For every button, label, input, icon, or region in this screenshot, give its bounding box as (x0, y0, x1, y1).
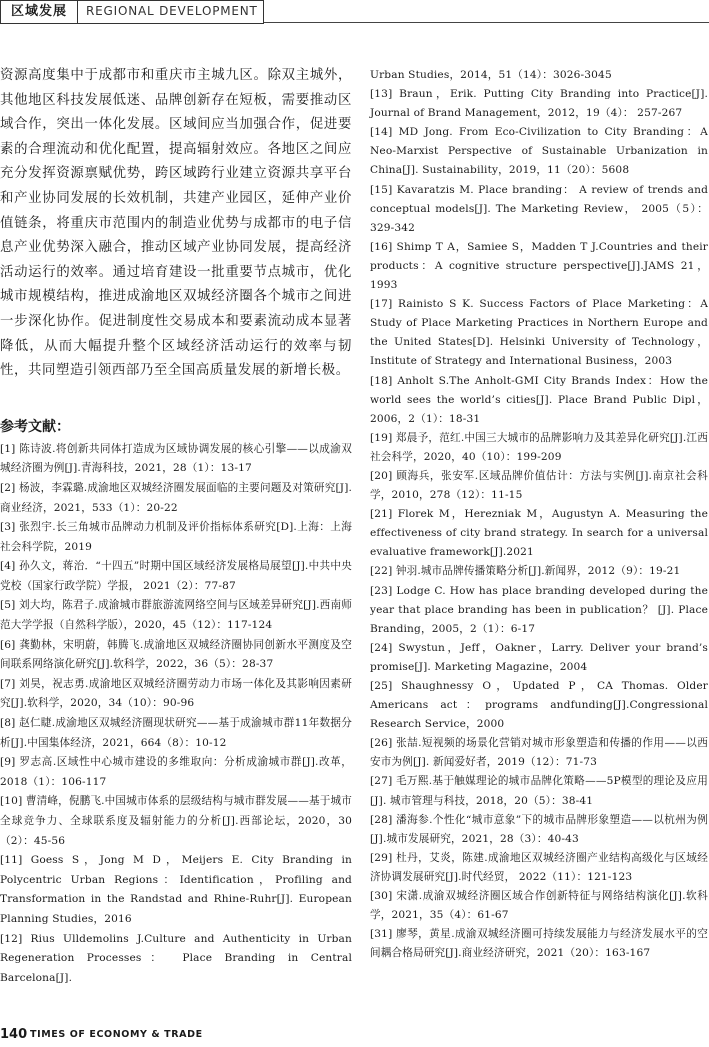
reference-item: [28] 潘海参.个性化“城市意象”下的城市品牌形象塑造——以杭州为例[J].城市发展研究，2021，28（3）：40-43 (370, 813, 708, 845)
reference-item: [22] 钟羽.城市品牌传播策略分析[J].新闻界，2012（9）：19-21 (370, 565, 681, 578)
reference-item: [25] Shaughnessy O，Updated P，CA Thomas. Older Americans act：programs andfunding[J].Congressional Research Service，2000 (370, 680, 708, 731)
references-heading: 参考文献： (0, 418, 70, 435)
references-list-left (0, 440, 352, 989)
header-rule (264, 22, 709, 23)
reference-item: [18] Anholt S.The Anholt-GMI City Brands Index：How the world sees the world’s cities[J]. Place Brand Public Dipl，2006，2（1）：18-31 (370, 374, 708, 425)
references-list-right (370, 66, 708, 963)
page-number: 140 (0, 1027, 28, 1042)
body-paragraph: 资源高度集中于成都市和重庆市主城九区。除双主城外，其他地区科技发展低迷、品牌创新存在短板，需要推动区域合作，突出一体化发展。区域间应当加强合作，促进要素的合理流动和优化配置，提高辐射效应。各地区之间应充分发挥资源禀赋优势，跨区域跨行业建立资源共享平台和产业协同发展的长效机制，共建产业园区，延伸产业价值链条，将重庆市范围内的制造业优势与成都市的电子信息产业优势深入融合，推动区域产业协同发展，提高经济活动运行的效率。通过培育建设一批重要节点城市，优化城市规模结构，推进成渝地区双城经济圈各个城市之间进一步深化协作。促进制度性交易成本和要素流动成本显著降低，从而大幅提升整个区域经济活动运行的效率与韧性，共同塑造引领西部乃至全国高质量发展的新增长极。 (0, 68, 352, 379)
reference-item: [13] Braun，Erik. Putting City Branding into Practice[J]. Journal of Brand Management，2012，19（4）： 257-267 (370, 88, 708, 120)
reference-item: [17] Rainisto S K. Success Factors of Place Marketing：A Study of Place Marketing Practices in Northern Europe and the United States[D]. Helsinki University of Technology，Institute of Strategy and International Business，2003 (370, 298, 708, 368)
section-title-cn: 区域发展 (0, 0, 78, 24)
reference-item: [8] 赵仁睫.成渝地区双城经济圈现状研究——基于成渝城市群11年数据分析[J].中国集体经济，2021，664（8）：10-12 (0, 717, 352, 749)
reference-item: [16] Shimp T A，Samiee S，Madden T J.Countries and their products：A cognitive structure perspective[J].JAMS 21，1993 (370, 240, 708, 292)
reference-item: [21] Florek M，Herezniak M，Augustyn A. Measuring the effectiveness of city brand strategy. In search for a universal evaluative framework[J].2021 (370, 508, 708, 559)
reference-item: [4] 孙久文，蒋治．“十四五”时期中国区域经济发展格局展望[J].中共中央党校（国家行政学院）学报， 2021（2）：77-87 (0, 560, 352, 592)
reference-item: [6] 龚勤林，宋明蔚，韩腾飞.成渝地区双城经济圈协同创新水平测度及空间联系网络演化研究[J].软科学，2022，36（5）：28-37 (0, 638, 352, 671)
reference-item: Urban Studies，2014，51（14）：3026-3045 (370, 69, 612, 81)
reference-item: [20] 顾海兵，张安军.区域品牌价值估计：方法与实例[J].南京社会科学，2010，278（12）：11-15 (370, 469, 708, 502)
reference-item: [12] Rius Ulldemolins J.Culture and Authenticity in Urban Regeneration Processes： Place Branding in Central Barcelona[J]. (0, 932, 352, 984)
reference-item: [31] 廖琴，黄星.成渝双城经济圈可持续发展能力与经济发展水平的空间耦合格局研究[J].商业经济研究，2021（20）：163-167 (370, 928, 708, 960)
reference-item: [5] 刘大均，陈君子.成渝城市群旅游流网络空间与区域差异研究[J].西南师范大学学报（自然科学版），2020，45（12）：117-124 (0, 599, 352, 632)
reference-item: [9] 罗志高.区域性中心城市建设的多维取向：分析成渝城市群[J].改革，2018（1）：106-117 (0, 756, 352, 788)
reference-item: [19] 郑晨予，范红.中国三大城市的品牌影响力及其差异化研究[J].江西社会科学，2020，40（10）：199-209 (370, 431, 708, 463)
reference-item: [24] Swystun，Jeff，Oakner，Larry. Deliver your brand’s promise[J]. Marketing Magazine，2004 (370, 641, 708, 673)
reference-item: [23] Lodge C. How has place branding developed during the year that place branding has been in publication？ [J]. Place Branding，2005，2（1）：6-17 (370, 584, 708, 635)
reference-item: [11] Goess S，Jong M D，Meijers E. City Branding in Polycentric Urban Regions：Identification，Profiling and Transformation in the Randstad and Rhine-Ruhr[J]. European Planning Studies，2016 (0, 854, 352, 925)
reference-item: [7] 刘昊，祝志勇.成渝地区双城经济圈劳动力市场一体化及其影响因素研究[J].软科学，2020，34（10）：90-96 (0, 677, 352, 710)
reference-item: [14] MD Jong. From Eco-Civilization to City Branding：A Neo-Marxist Perspective of Sustainable Urbanization in China[J]. Sustainability，2019，11（20）：5608 (370, 126, 708, 177)
reference-item: [30] 宋潇.成渝双城经济圈区域合作创新特征与网络结构演化[J].软科学，2021，35（4）：61-67 (370, 890, 708, 922)
right-column (370, 66, 708, 963)
section-title-en: REGIONAL DEVELOPMENT (78, 0, 264, 24)
reference-item: [26] 张喆.短视频的场景化营销对城市形象塑造和传播的作用——以西安市为例[J]. 新闻爱好者，2019（12）：71-73 (370, 737, 708, 769)
reference-item: [1] 陈诗波.将创新共同体打造成为区域协调发展的核心引擎——以成渝双城经济圈为例[J].青海科技，2021，28（1）：13-17 (0, 442, 352, 475)
page-header (0, 0, 709, 24)
journal-name: TIMES OF ECONOMY & TRADE (30, 1029, 203, 1040)
reference-item: [27] 毛万熙.基于触媒理论的城市品牌化策略——5P模型的理论及应用[J]. 城市管理与科技，2018，20（5）：38-41 (370, 775, 708, 807)
reference-item: [29] 杜丹，艾炎，陈建.成渝地区双城经济圈产业结构高级化与区域经济协调发展研究[J].时代经贸， 2022（11）：121-123 (370, 851, 708, 883)
reference-item: [15] Kavaratzis M. Place branding： A review of trends and conceptual models[J]. The Marketing Review， 2005（5）：329-342 (370, 183, 708, 234)
reference-item: [3] 张烈宇.长三角城市品牌动力机制及评价指标体系研究[D].上海：上海社会科学院，2019 (0, 521, 352, 553)
page-footer (0, 1027, 709, 1043)
reference-item: [10] 曹清峰，倪鹏飞.中国城市体系的层级结构与城市群发展——基于城市全球竞争力、全球联系度及辐射能力的分析[J].西部论坛，2020，30（2）：45-56 (0, 795, 352, 847)
left-column (0, 64, 352, 988)
reference-item: [2] 杨波，李霖璐.成渝地区双城经济圈发展面临的主要问题及对策研究[J].商业经济，2021，533（1）：20-22 (0, 481, 352, 514)
